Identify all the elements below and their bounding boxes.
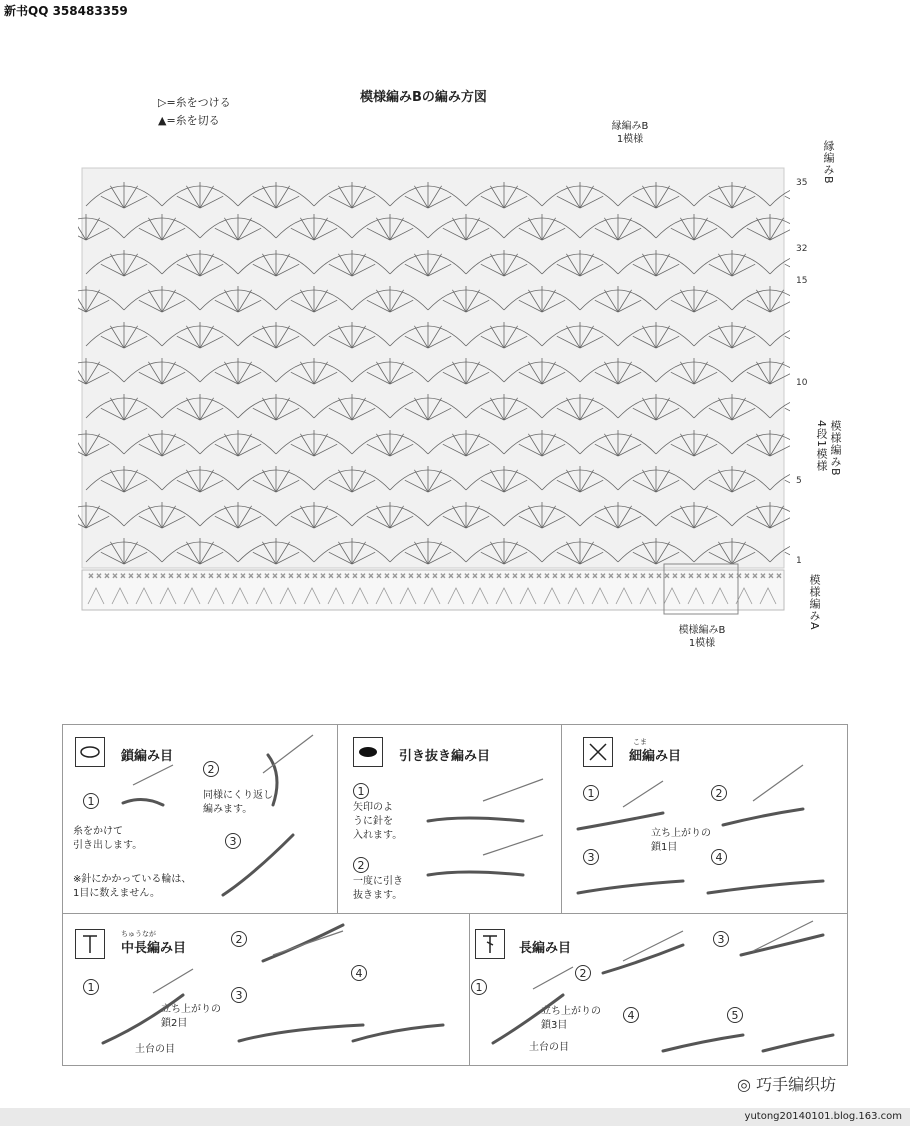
pattern-a-label: 模様編みA [808, 574, 821, 631]
row-number: 5 [796, 476, 802, 486]
sc-mark: × [416, 572, 422, 580]
sc-mark: × [504, 572, 510, 580]
sc-mark: × [248, 572, 254, 580]
sc-mark: × [96, 572, 102, 580]
sc-mark: × [512, 572, 518, 580]
slip-step2: 一度に引き 抜きます。 [353, 876, 403, 901]
sc-mark: × [328, 572, 334, 580]
sc-mark: × [88, 572, 94, 580]
sc-mark: × [560, 572, 566, 580]
row-number: 15 [796, 276, 808, 286]
sc-mark: × [600, 572, 606, 580]
sc-mark: × [704, 572, 710, 580]
sc-mark: × [120, 572, 126, 580]
step-number-1: 1 [583, 785, 599, 801]
sc-mark: × [392, 572, 398, 580]
row-number: 35 [796, 178, 808, 188]
step-number-2: 2 [231, 931, 247, 947]
sc-mark: × [144, 572, 150, 580]
dc-stitch [785, 336, 790, 348]
sc-mark: × [480, 572, 486, 580]
sc-mark: × [744, 572, 750, 580]
step-number-2: 2 [711, 785, 727, 801]
dc-stitch [785, 480, 790, 492]
step-number-3: 3 [231, 987, 247, 1003]
sc-mark: × [336, 572, 342, 580]
hdc-ruby: ちゅうなが [121, 930, 156, 938]
sc-mark: × [160, 572, 166, 580]
sc-mark: × [624, 572, 630, 580]
sc-mark: × [728, 572, 734, 580]
sc-mark: × [640, 572, 646, 580]
dc-stitch [785, 196, 790, 208]
sc-mark: × [552, 572, 558, 580]
crochet-chart [78, 160, 790, 620]
watermark-brand [737, 1072, 836, 1095]
sc-mark: × [632, 572, 638, 580]
sc-mark: × [136, 572, 142, 580]
legend-attach-text: =糸をつける [166, 96, 231, 109]
sc-mark: × [528, 572, 534, 580]
legend-attach [158, 94, 231, 110]
sc-mark: × [456, 572, 462, 580]
row-number: 1 [796, 556, 802, 566]
sc-mark: × [112, 572, 118, 580]
sc-mark: × [376, 572, 382, 580]
sc-mark: × [536, 572, 542, 580]
sc-mark: × [176, 572, 182, 580]
slip-step1: 矢印のよ うに針を 入れます。 [353, 802, 403, 841]
sc-mark: × [520, 572, 526, 580]
dc-base: 土台の目 [529, 1042, 569, 1053]
sc-mark: × [256, 572, 262, 580]
chain-title: 鎖編み目 [121, 749, 174, 764]
chain-step1: 糸をかけて 引き出します。 [73, 826, 143, 851]
step-number-2: 2 [353, 857, 369, 873]
sc-mark: × [664, 572, 670, 580]
sc-mark: × [104, 572, 110, 580]
attach-symbol-icon: ▷ [158, 96, 167, 109]
sc-mark: × [440, 572, 446, 580]
step-number-1: 1 [83, 979, 99, 995]
sc-mark: × [472, 572, 478, 580]
sc-mark: × [752, 572, 758, 580]
step-number-1: 1 [353, 783, 369, 799]
qq-header: 新书QQ 358483359 [4, 4, 128, 18]
sc-mark: × [360, 572, 366, 580]
footer-url: yutong20140101.blog.163.com [744, 1111, 902, 1122]
dc-stitch [785, 408, 790, 420]
sc-mark: × [736, 572, 742, 580]
sc-mark: × [152, 572, 158, 580]
sc-mark: × [544, 572, 550, 580]
sc-mark: × [432, 572, 438, 580]
sc-mark: × [400, 572, 406, 580]
sc-title: 細編み目 [629, 749, 682, 764]
step-number-1: 1 [83, 793, 99, 809]
sc-mark: × [568, 572, 574, 580]
sc-mark: × [720, 572, 726, 580]
hdc-title: 中長編み目 [121, 941, 187, 956]
sc-mark: × [648, 572, 654, 580]
sc-mark: × [712, 572, 718, 580]
sc-mark: × [776, 572, 782, 580]
row-number: 10 [796, 378, 808, 388]
sc-mark: × [312, 572, 318, 580]
step-number-2: 2 [203, 761, 219, 777]
sc-mark: × [696, 572, 702, 580]
pattern-b-repeat-label: 4段1模様 [815, 420, 828, 472]
sc-mark: × [672, 572, 678, 580]
sc-mark: × [232, 572, 238, 580]
sc-mark: × [296, 572, 302, 580]
sc-mark: × [272, 572, 278, 580]
sc-mark: × [216, 572, 222, 580]
sc-mark: × [240, 572, 246, 580]
sc-mark: × [288, 572, 294, 580]
sc-mark: × [352, 572, 358, 580]
dc-title: 長編み目 [519, 941, 572, 956]
sc-mark: × [128, 572, 134, 580]
sc-mark: × [168, 572, 174, 580]
step-number-4: 4 [351, 965, 367, 981]
chart-title: 模様編みBの編み方図 [360, 90, 487, 105]
sc-mark: × [656, 572, 662, 580]
bottom-repeat-label: 模様編みB 1模様 [678, 625, 726, 649]
step-number-3: 3 [225, 833, 241, 849]
sc-mark: × [592, 572, 598, 580]
hdc-caption: 立ち上がりの 鎖2目 [161, 1004, 221, 1029]
legend-cut-text: =糸を切る [166, 114, 220, 127]
chain-note: ※針にかかっている輪は、 1目に数えません。 [73, 874, 192, 899]
slip-title: 引き抜き編み目 [399, 749, 491, 764]
dc-stitch [785, 264, 790, 276]
sc-mark: × [280, 572, 286, 580]
stitch-guide-panel [62, 724, 848, 1066]
step-number-1: 1 [471, 979, 487, 995]
sc-mark: × [584, 572, 590, 580]
sc-mark: × [408, 572, 414, 580]
sc-mark: × [200, 572, 206, 580]
chat-bubble-icon: ◎ [737, 1075, 751, 1094]
sc-mark: × [448, 572, 454, 580]
chain-step2: 同様にくり返し 編みます。 [203, 790, 273, 815]
sc-mark: × [224, 572, 230, 580]
edge-b-label: 縁編みB [822, 140, 835, 185]
sc-mark: × [320, 572, 326, 580]
step-number-3: 3 [713, 931, 729, 947]
dc-stitch [785, 552, 790, 564]
sc-mark: × [264, 572, 270, 580]
footer-bar [0, 1108, 910, 1126]
step-number-4: 4 [623, 1007, 639, 1023]
sc-caption: 立ち上がりの 鎖1目 [651, 828, 711, 853]
sc-mark: × [208, 572, 214, 580]
hdc-base: 土台の目 [135, 1044, 175, 1055]
sc-mark: × [768, 572, 774, 580]
sc-mark: × [384, 572, 390, 580]
step-number-4: 4 [711, 849, 727, 865]
step-number-3: 3 [583, 849, 599, 865]
illustration-strands [63, 725, 847, 1065]
sc-mark: × [616, 572, 622, 580]
sc-mark: × [760, 572, 766, 580]
sc-mark: × [464, 572, 470, 580]
sc-mark: × [680, 572, 686, 580]
sc-mark: × [496, 572, 502, 580]
sc-mark: × [608, 572, 614, 580]
step-number-2: 2 [575, 965, 591, 981]
sc-mark: × [424, 572, 430, 580]
step-number-5: 5 [727, 1007, 743, 1023]
pattern-b-label: 模様編みB [829, 420, 842, 477]
legend-cut [158, 112, 220, 128]
sc-mark: × [304, 572, 310, 580]
dc-caption: 立ち上がりの 鎖3目 [541, 1006, 601, 1031]
sc-ruby: こま [633, 738, 647, 746]
row-number: 32 [796, 244, 808, 254]
sc-mark: × [576, 572, 582, 580]
sc-mark: × [688, 572, 694, 580]
sc-mark: × [184, 572, 190, 580]
sc-mark: × [488, 572, 494, 580]
sc-mark: × [192, 572, 198, 580]
sc-mark: × [368, 572, 374, 580]
edge-repeat-label: 縁編みB 1模様 [611, 121, 649, 145]
watermark-text: 巧手编织坊 [756, 1075, 837, 1094]
sc-mark: × [344, 572, 350, 580]
cut-symbol-icon: ▲ [158, 114, 167, 127]
